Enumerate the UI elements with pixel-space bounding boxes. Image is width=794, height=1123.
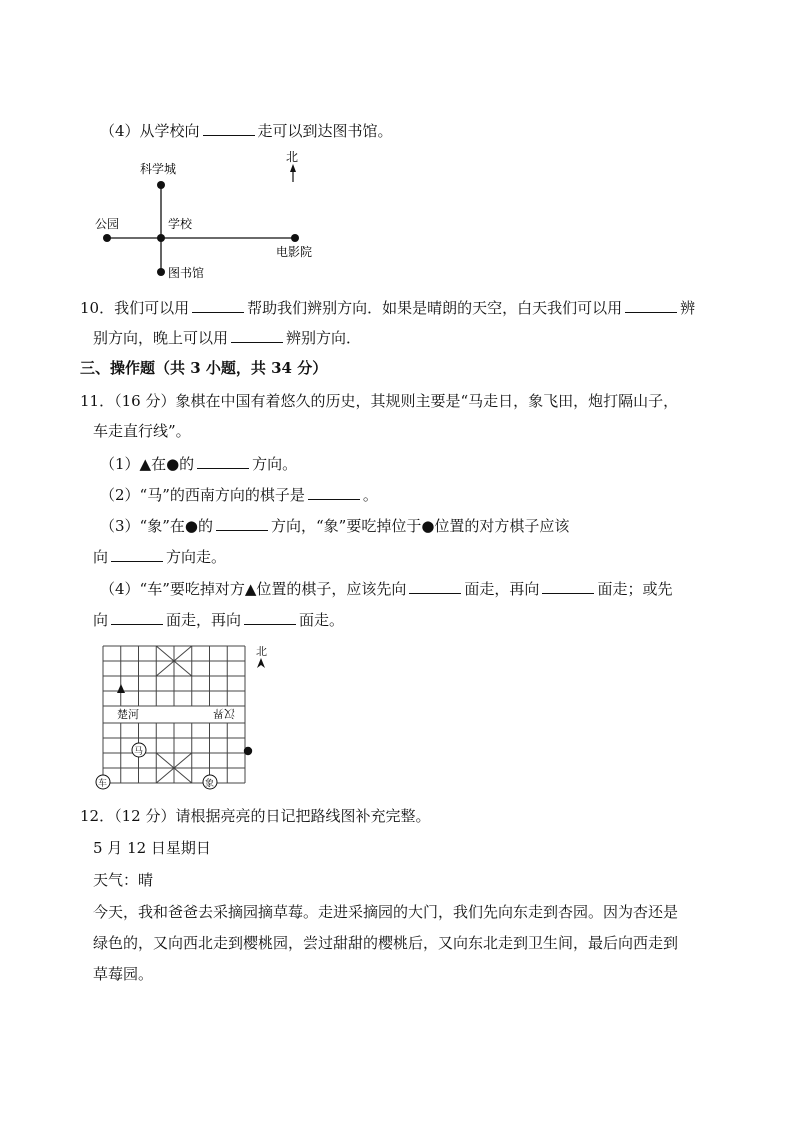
library-label: 图书馆 [168, 266, 205, 280]
q10-text-c: 辨 [680, 299, 696, 317]
q11-part3 [100, 515, 569, 536]
answer-blank[interactable] [216, 515, 268, 531]
q11-p4-text-a: （4）“车”要吃掉对方▲位置的棋子，应该先向 [100, 580, 407, 598]
q11-p1-text-b: 方向。 [252, 455, 298, 473]
answer-blank[interactable] [308, 484, 360, 500]
triangle-piece [117, 684, 125, 693]
chess-board [95, 640, 275, 792]
ma-piece-label: 马 [134, 747, 144, 757]
q11-part1 [100, 453, 297, 474]
answer-blank[interactable] [111, 546, 163, 562]
answer-blank[interactable] [192, 297, 244, 313]
cinema-label: 电影院 [276, 245, 313, 259]
answer-blank[interactable] [625, 297, 677, 313]
answer-blank[interactable] [244, 609, 296, 625]
q11-p2-text-b: 。 [362, 486, 378, 504]
q11-p4-text-b: 面走，再向 [464, 580, 540, 598]
q11-line2: 车走直行线”。 [93, 422, 191, 440]
q11-p3-text-b: 方向，“象”要吃掉位于●位置的对方棋子应该 [270, 517, 570, 535]
black-dot-piece [244, 747, 252, 755]
science-city-label: 科学城 [140, 162, 177, 176]
q11-line1: 11．（16 分）象棋在中国有着悠久的历史，其规则主要是“马走日，象飞田，炮打隔山子， [80, 392, 679, 410]
direction-map [80, 145, 340, 285]
q10-line1 [80, 297, 695, 318]
school-dot [157, 234, 165, 242]
q10-text-d: 别方向，晚上可以用 [93, 329, 229, 347]
chu-he-label: 楚河 [117, 708, 139, 721]
q9-part4-suffix: 走可以到达图书馆。 [257, 122, 393, 140]
han-jie-label: 汉界 [213, 707, 235, 720]
q11-part4 [100, 578, 672, 599]
q11-p2-text-a: （2）“马”的西南方向的棋子是 [100, 486, 305, 504]
answer-blank[interactable] [197, 453, 249, 469]
answer-blank[interactable] [111, 609, 163, 625]
q11-p3-text-d: 方向走。 [166, 548, 227, 566]
q9-part4-prefix: （4）从学校向 [100, 122, 200, 140]
q11-p3-text-a: （3）“象”在●的 [100, 517, 213, 535]
answer-blank[interactable] [231, 327, 283, 343]
q11-part3-cont [93, 546, 226, 567]
section-title: 三、操作题（共 3 小题，共 34 分） [80, 359, 328, 377]
answer-blank[interactable] [203, 120, 255, 136]
diary-weather: 天气：晴 [93, 871, 154, 889]
q12-line1: 12．（12 分）请根据亮亮的日记把路线图补充完整。 [80, 807, 431, 825]
q11-p4-text-c: 面走；或先 [597, 580, 673, 598]
q11-part2 [100, 484, 378, 505]
q11-part4-cont [93, 609, 344, 630]
q10-text-b: 帮助我们辨别方向．如果是晴朗的天空，白天我们可以用 [247, 299, 623, 317]
diary-para2: 绿色的，又向西北走到樱桃园，尝过甜甜的樱桃后，又向东北走到卫生间，最后向西走到 [93, 934, 679, 952]
q11-p4-text-f: 面走。 [299, 611, 345, 629]
q11-p4-text-e: 面走，再向 [166, 611, 242, 629]
q11-p4-text-d: 向 [93, 611, 109, 629]
q11-p3-text-c: 向 [93, 548, 109, 566]
park-label: 公园 [95, 217, 120, 231]
q9-part4 [100, 120, 393, 141]
school-label: 学校 [168, 217, 193, 231]
diary-para1: 今天，我和爸爸去采摘园摘草莓。走进采摘园的大门，我们先向东走到杏园。因为杏还是 [93, 903, 679, 921]
board-north-label: 北 [256, 645, 267, 658]
xiang-piece-label: 象 [205, 779, 215, 789]
park-dot [103, 234, 111, 242]
library-dot [157, 268, 165, 276]
q11-p1-text-a: （1）▲在●的 [100, 455, 195, 473]
q10-text-a: 10．我们可以用 [80, 299, 190, 317]
science-city-dot [157, 181, 165, 189]
answer-blank[interactable] [542, 578, 594, 594]
map-north-label: 北 [286, 150, 299, 164]
diary-date: 5 月 12 日星期日 [93, 839, 211, 857]
che-piece-label: 车 [98, 779, 108, 789]
q10-text-e: 辨别方向． [286, 329, 362, 347]
diary-para3: 草莓园。 [93, 965, 154, 983]
board-north-arrow [257, 658, 265, 668]
answer-blank[interactable] [409, 578, 461, 594]
cinema-dot [291, 234, 299, 242]
q10-line2 [93, 327, 361, 348]
